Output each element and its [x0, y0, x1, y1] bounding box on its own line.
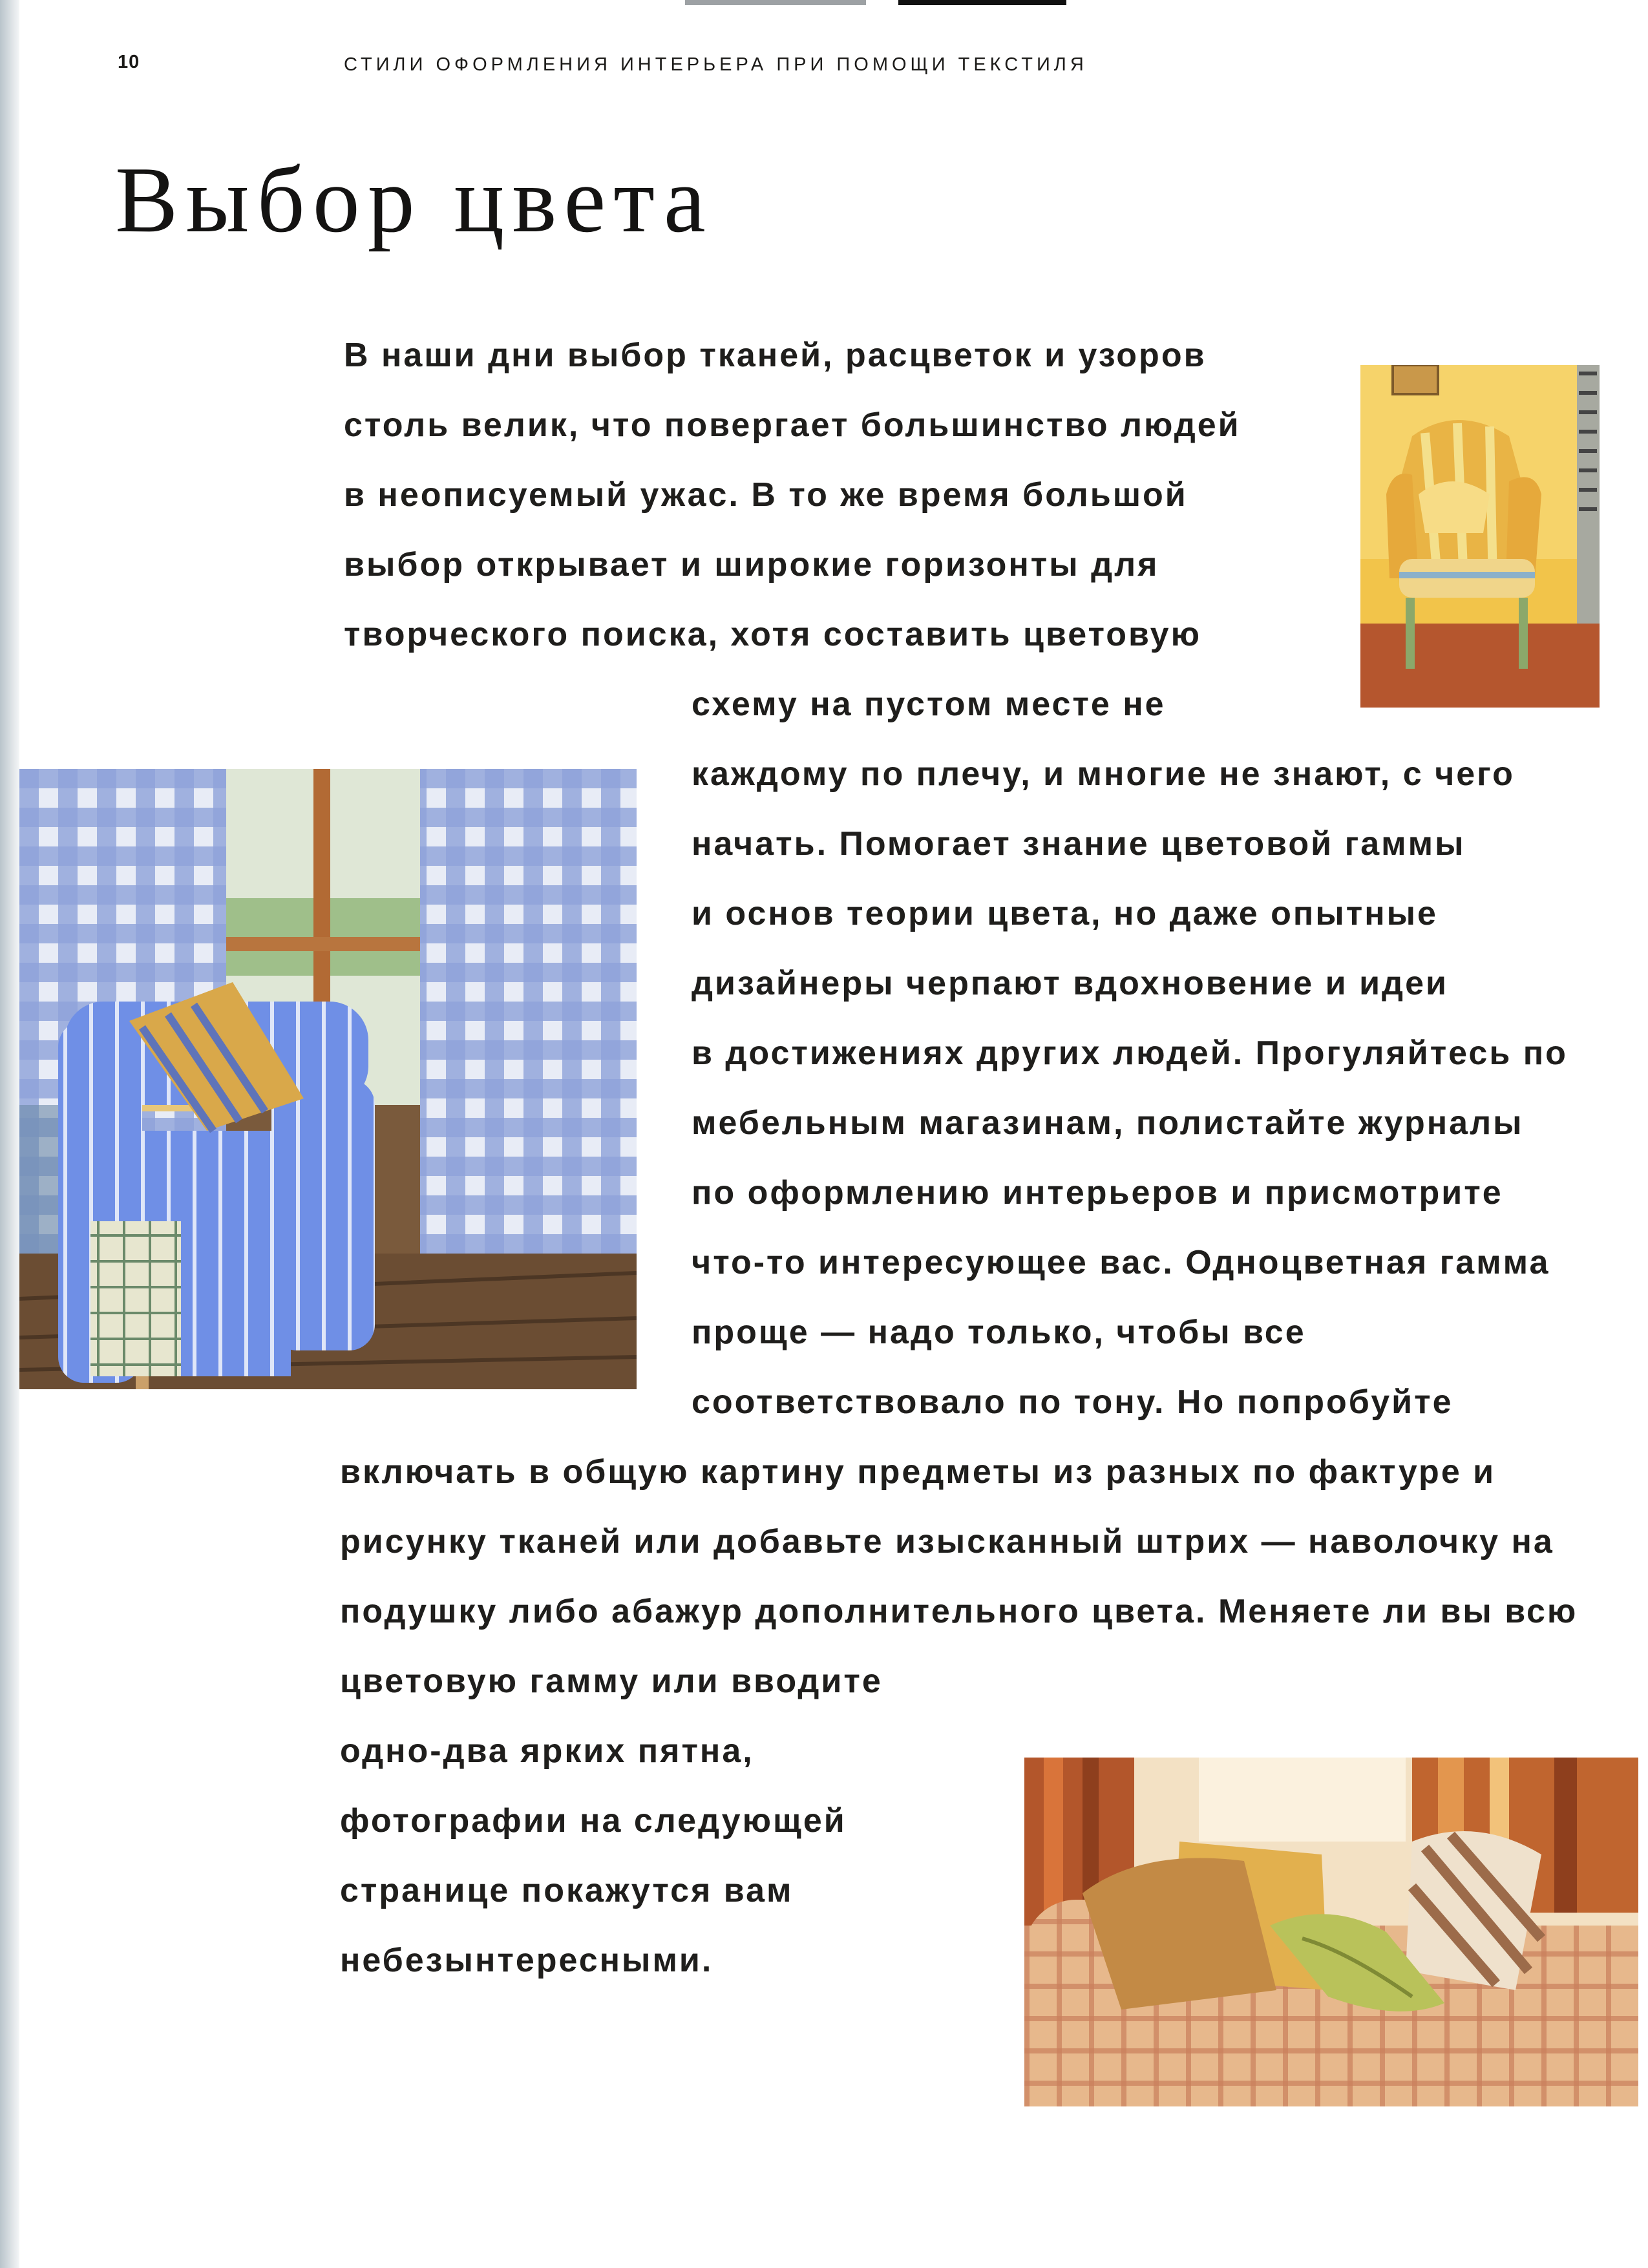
body-line: каждому по плечу, и многие не знают, с чего [692, 755, 1515, 793]
body-line: включать в общую картину предметы из разных по фактуре и [340, 1453, 1496, 1491]
body-line: цветовую гамму или вводите [340, 1663, 883, 1700]
body-line: схему на пустом месте не [692, 686, 1166, 723]
body-line: подушку либо абажур дополнительного цвета. Меняете ли вы всю [340, 1593, 1578, 1630]
top-color-strip [685, 0, 866, 5]
body-line: дизайнеры черпают вдохновение и идеи [692, 965, 1448, 1002]
body-line: фотографии на следующей [340, 1802, 847, 1840]
body-line: начать. Помогает знание цветовой гаммы [692, 825, 1466, 863]
body-line: в неописуемый ужас. В то же время большой [344, 476, 1188, 514]
body-line: небезынтересными. [340, 1942, 713, 1979]
body-line: и основ теории цвета, но даже опытные [692, 895, 1438, 932]
body-line: проще — надо только, чтобы все [692, 1314, 1306, 1351]
page-title: Выбор цвета [115, 147, 713, 252]
body-line: по оформлению интерьеров и присмотрите [692, 1174, 1503, 1212]
body-line: мебельным магазинам, полистайте журналы [692, 1104, 1524, 1142]
body-line: рисунку тканей или добавьте изысканный штрих — наволочку на [340, 1523, 1554, 1560]
cushion-sofa-photo [1024, 1758, 1638, 2106]
body-line: в достижениях других людей. Прогуляйтесь по [692, 1034, 1568, 1072]
body-line: одно-два ярких пятна, [340, 1732, 754, 1770]
body-line: странице покажутся вам [340, 1872, 794, 1909]
yellow-armchair-photo [1360, 365, 1600, 708]
body-line: столь велик, что повергает большинство людей [344, 406, 1241, 444]
body-line: что-то интересующее вас. Одноцветная гамма [692, 1244, 1550, 1281]
top-dark-strip [898, 0, 1066, 5]
body-line: творческого поиска, хотя составить цветовую [344, 616, 1202, 653]
page-number: 10 [118, 52, 140, 72]
body-line: выбор открывает и широкие горизонты для [344, 546, 1159, 583]
body-line: В наши дни выбор тканей, расцветок и узоров [344, 337, 1207, 374]
page-binding-edge [0, 0, 19, 2268]
blue-armchair-photo [19, 769, 637, 1389]
running-head: СТИЛИ ОФОРМЛЕНИЯ ИНТЕРЬЕРА ПРИ ПОМОЩИ ТЕКСТИЛЯ [344, 54, 1088, 75]
body-line: соответствовало по тону. Но попробуйте [692, 1383, 1453, 1421]
